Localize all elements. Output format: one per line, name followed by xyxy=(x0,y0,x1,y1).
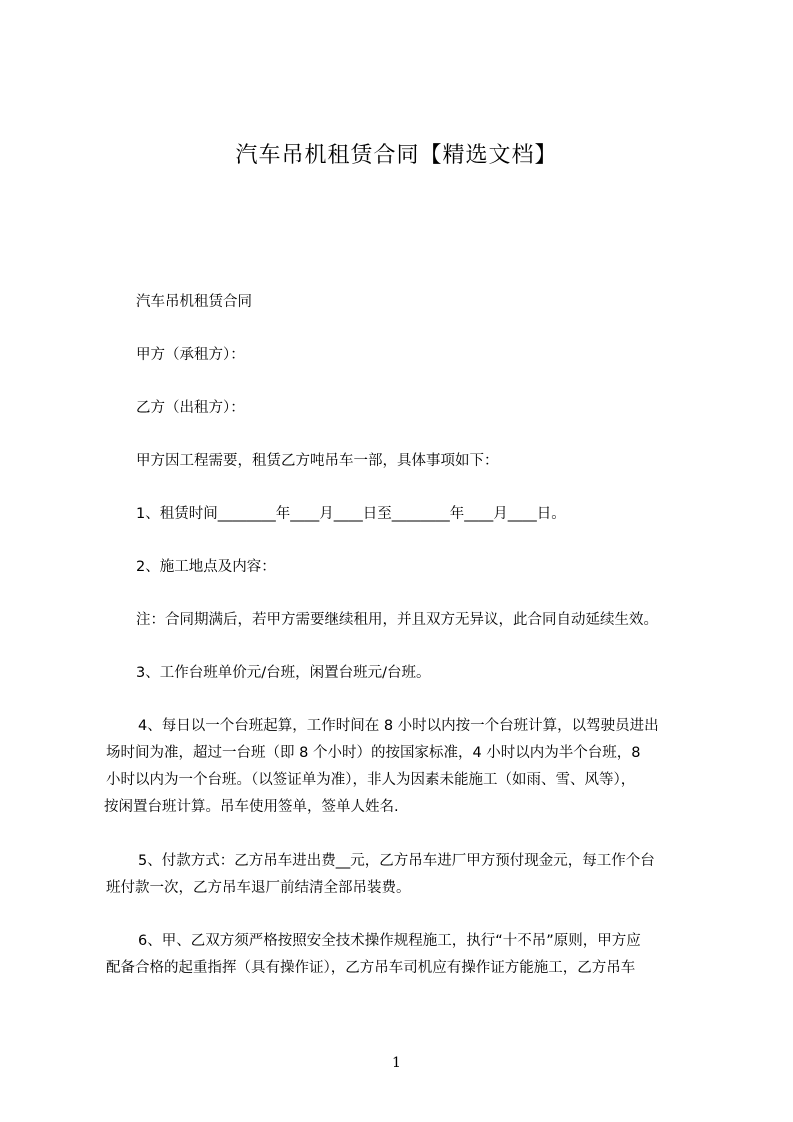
clause-5-line-1: 5、付款方式：乙方吊车进出费__元，乙方吊车进厂甲方预付现金元，每工作个台 xyxy=(138,853,655,869)
clause-5 xyxy=(106,848,655,902)
contract-heading: 汽车吊机租赁合同 xyxy=(136,294,252,310)
clause-3: 3、工作台班单价元/台班，闲置台班元/台班。 xyxy=(136,665,431,681)
clause-4 xyxy=(104,713,659,821)
party-b-line: 乙方（出租方）： xyxy=(136,400,245,416)
clause-6-line-2: 配备合格的起重指挥（具有操作证），乙方吊车司机应有操作证方能施工，乙方吊车 xyxy=(106,960,636,976)
clause-6 xyxy=(106,928,641,982)
party-a-line: 甲方（承租方）： xyxy=(136,347,245,363)
clause-6-line-1: 6、甲、乙双方须严格按照安全技术操作规程施工，执行“十不吊”原则，甲方应 xyxy=(138,933,641,949)
clause-4-line-3: 小时以内为一个台班。（以签证单为准），非人为因素未能施工（如雨、雪、风等）， xyxy=(106,772,636,788)
clause-2: 2、施工地点及内容： xyxy=(136,559,276,575)
clause-4-line-1: 4、每日以一个台班起算，工作时间在 8 小时以内按一个台班计算，以驾驶员进出 xyxy=(138,718,659,734)
clause-5-line-2: 班付款一次，乙方吊车退厂前结清全部吊装费。 xyxy=(106,880,411,896)
document-title: 汽车吊机租赁合同【精选文档】 xyxy=(235,143,558,168)
intro-line: 甲方因工程需要，租赁乙方吨吊车一部，具体事项如下： xyxy=(136,453,499,469)
note-line: 注：合同期满后，若甲方需要继续租用，并且双方无异议，此合同自动延续生效。 xyxy=(136,612,658,628)
clause-4-line-4: 按闲置台班计算。吊车使用签单，签单人姓名. xyxy=(104,799,399,815)
page-number: 1 xyxy=(392,1055,401,1071)
clause-4-line-2: 场时间为准，超过一台班（即 8 个小时）的按国家标准，4 小时以内为半个台班，8 xyxy=(106,745,641,761)
clause-1: 1、租赁时间________年____月____日至________年____月____日。 xyxy=(136,506,566,522)
